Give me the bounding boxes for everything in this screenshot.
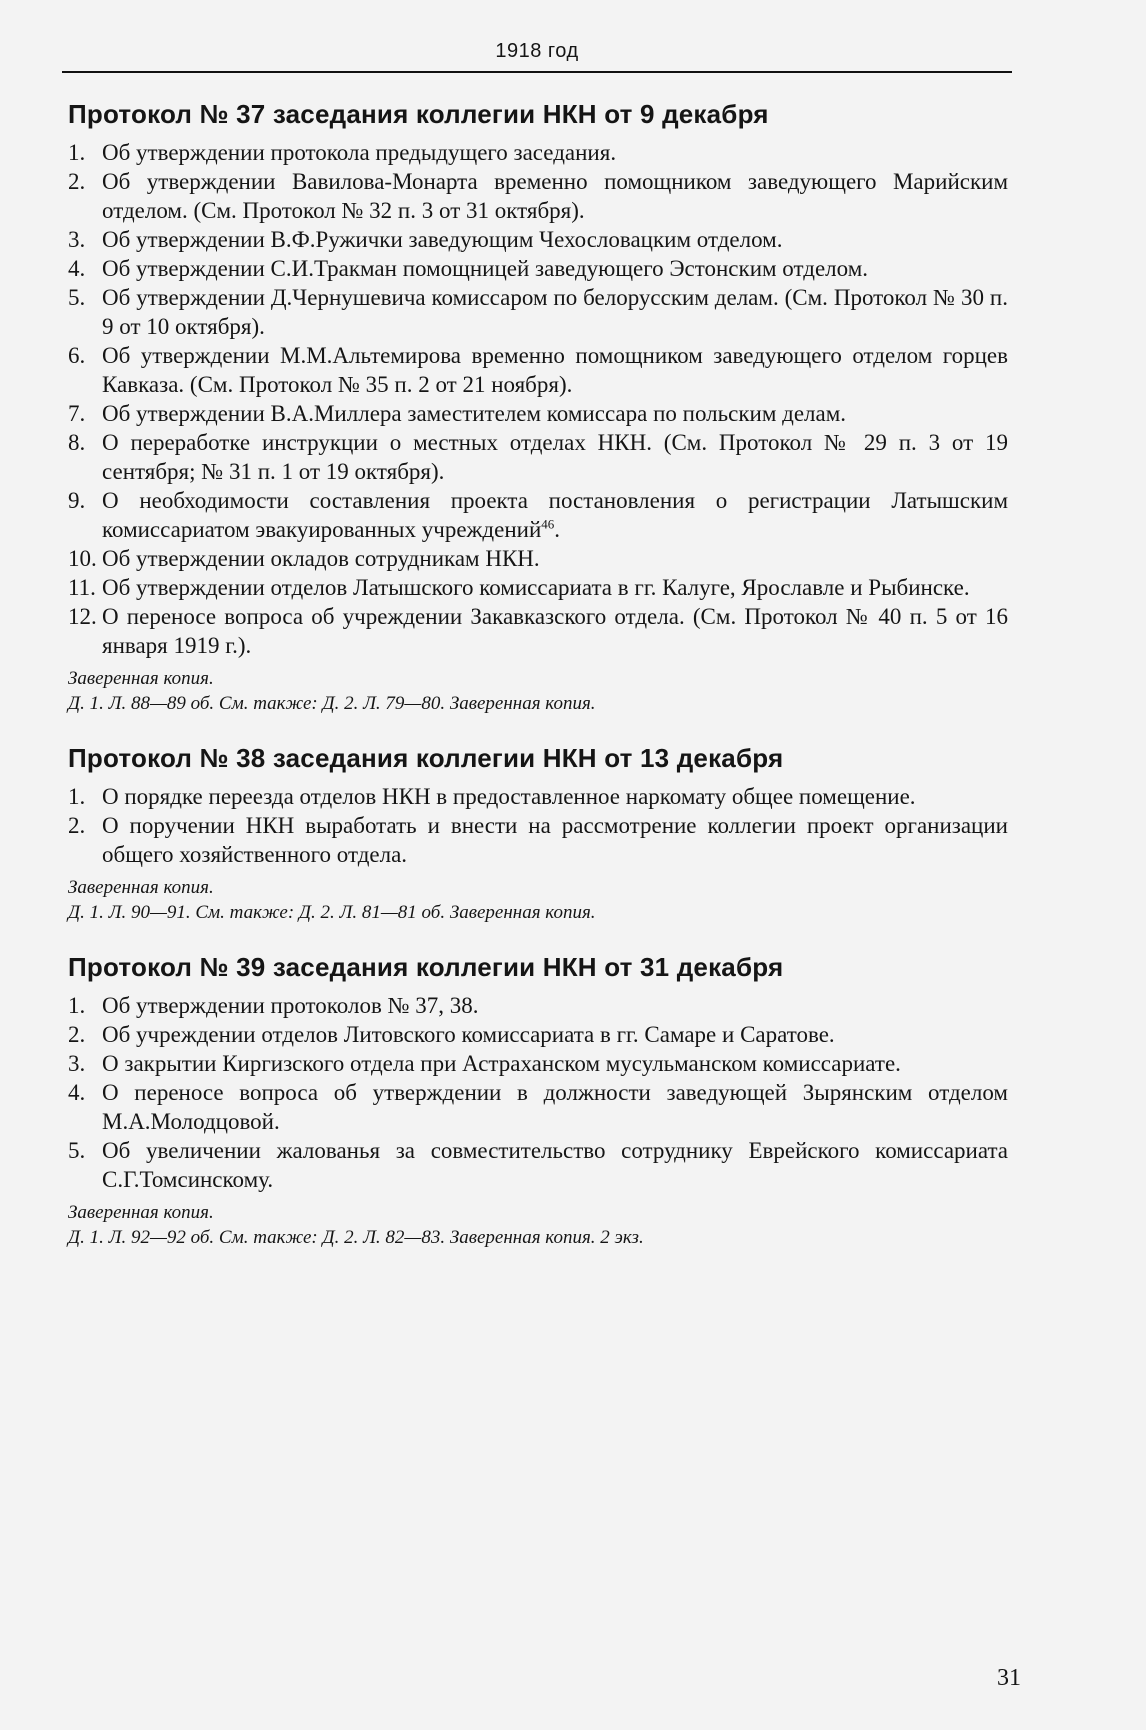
agenda-item — [68, 1020, 1008, 1049]
item-number: 5. — [68, 1138, 86, 1163]
protocol-heading: Протокол № 39 заседания коллегии НКН от 31 декабря — [68, 952, 784, 982]
agenda-item — [68, 544, 1008, 573]
item-number: 9. — [68, 488, 86, 513]
copy-note: Заверенная копия. — [68, 877, 214, 898]
agenda-item — [68, 341, 1008, 399]
item-text: Об утверждении протоколов № 37, 38. — [102, 993, 479, 1018]
item-number: 10. — [68, 546, 97, 571]
agenda-item — [68, 399, 1008, 428]
agenda-item — [68, 428, 1008, 486]
agenda-item — [68, 573, 1008, 602]
item-number: 3. — [68, 1051, 86, 1076]
item-text: Об утверждении протокола предыдущего заседания. — [102, 140, 617, 165]
item-number: 5. — [68, 285, 86, 310]
item-number: 2. — [68, 1022, 86, 1047]
agenda-item — [68, 486, 1008, 544]
agenda-item — [68, 1049, 1008, 1078]
header-rule — [62, 71, 1012, 73]
item-text: О переносе вопроса об утверждении в должности заведующей Зырянским отделом М.А.Молодцовой. — [102, 1080, 1008, 1134]
page-number: 31 — [997, 1665, 1021, 1691]
copy-note: Заверенная копия. — [68, 1202, 214, 1223]
protocol-heading: Протокол № 37 заседания коллегии НКН от 9 декабря — [68, 99, 769, 129]
agenda-item — [68, 254, 1008, 283]
source-reference: Д. 1. Л. 90—91. См. также: Д. 2. Л. 81—81 об. Заверенная копия. — [68, 902, 596, 923]
item-number: 2. — [68, 813, 86, 838]
running-head: 1918 год — [495, 40, 579, 62]
item-text: Об утверждении Д.Чернушевича комиссаром по белорусским делам. (См. Протокол № 30 п. 9 от 10 октября). — [102, 285, 1008, 339]
agenda-item — [68, 283, 1008, 341]
item-text: О порядке переезда отделов НКН в предоставленное наркомату общее помещение. — [102, 784, 916, 809]
page-content — [68, 98, 1008, 1276]
item-number: 11. — [68, 575, 96, 600]
item-text: Об утверждении В.Ф.Ружички заведующим Чехословацким отделом. — [102, 227, 783, 252]
agenda-item — [68, 225, 1008, 254]
archival-note — [68, 666, 1008, 716]
agenda-item — [68, 782, 1008, 811]
agenda-list — [68, 782, 1008, 869]
agenda-list — [68, 991, 1008, 1194]
source-reference: Д. 1. Л. 92—92 об. См. также: Д. 2. Л. 82—83. Заверенная копия. 2 экз. — [68, 1227, 644, 1248]
item-text: Об утверждении В.А.Миллера заместителем комиссара по польским делам. — [102, 401, 847, 426]
item-text: О переносе вопроса об учреждении Закавказского отдела. (См. Протокол № 40 п. 5 от 16 января 1919 г.). — [102, 604, 1008, 658]
agenda-item — [68, 602, 1008, 660]
item-text: О закрытии Киргизского отдела при Астраханском мусульманском комиссариате. — [102, 1051, 901, 1076]
item-number: 6. — [68, 343, 86, 368]
archival-note — [68, 1200, 1008, 1250]
agenda-item — [68, 138, 1008, 167]
agenda-list — [68, 138, 1008, 660]
item-number: 4. — [68, 256, 86, 281]
item-number: 8. — [68, 430, 86, 455]
agenda-item — [68, 1078, 1008, 1136]
item-number: 4. — [68, 1080, 86, 1105]
item-text: Об утверждении Вавилова-Монарта временно помощником заведующего Марийским отделом. (См. Протокол № 32 п. 3 от 31 октября). — [102, 169, 1008, 223]
item-text: Об утверждении отделов Латышского комиссариата в гг. Калуге, Ярославле и Рыбинске. — [102, 575, 970, 600]
item-number: 1. — [68, 993, 86, 1018]
item-text: О переработке инструкции о местных отделах НКН. (См. Протокол № 29 п. 3 от 19 сентября; № 31 п. 1 от 19 октября). — [102, 430, 1008, 484]
protocol-section — [68, 951, 1008, 1250]
protocol-heading: Протокол № 38 заседания коллегии НКН от 13 декабря — [68, 743, 784, 773]
item-number: 3. — [68, 227, 86, 252]
copy-note: Заверенная копия. — [68, 668, 214, 689]
item-text: Об утверждении С.И.Тракман помощницей заведующего Эстонским отделом. — [102, 256, 869, 281]
item-text: Об утверждении М.М.Альтемирова временно помощником заведующего отделом горцев Кавказа. (См. Протокол № 35 п. 2 от 21 ноября). — [102, 343, 1008, 397]
item-text: Об утверждении окладов сотрудникам НКН. — [102, 546, 540, 571]
item-number: 12. — [68, 604, 97, 629]
item-number: 1. — [68, 784, 86, 809]
item-number: 1. — [68, 140, 86, 165]
footnote-ref: 46 — [541, 516, 555, 532]
agenda-item — [68, 991, 1008, 1020]
item-number: 2. — [68, 169, 86, 194]
item-text: Об увеличении жалованья за совместительство сотруднику Еврейского комиссариата С.Г.Томсинскому. — [102, 1138, 1008, 1192]
item-text: О необходимости составления проекта постановления о регистрации Латышским комиссариатом эвакуированных учреждений — [102, 488, 1008, 542]
agenda-item — [68, 811, 1008, 869]
source-reference: Д. 1. Л. 88—89 об. См. также: Д. 2. Л. 79—80. Заверенная копия. — [68, 693, 596, 714]
item-text: О поручении НКН выработать и внести на рассмотрение коллегии проект организации общего хозяйственного отдела. — [102, 813, 1008, 867]
item-text-tail: . — [554, 517, 561, 542]
item-number: 7. — [68, 401, 86, 426]
protocol-section — [68, 98, 1008, 716]
agenda-item — [68, 1136, 1008, 1194]
item-text: Об учреждении отделов Литовского комиссариата в гг. Самаре и Саратове. — [102, 1022, 835, 1047]
archival-note — [68, 875, 1008, 925]
agenda-item — [68, 167, 1008, 225]
protocol-section — [68, 742, 1008, 925]
